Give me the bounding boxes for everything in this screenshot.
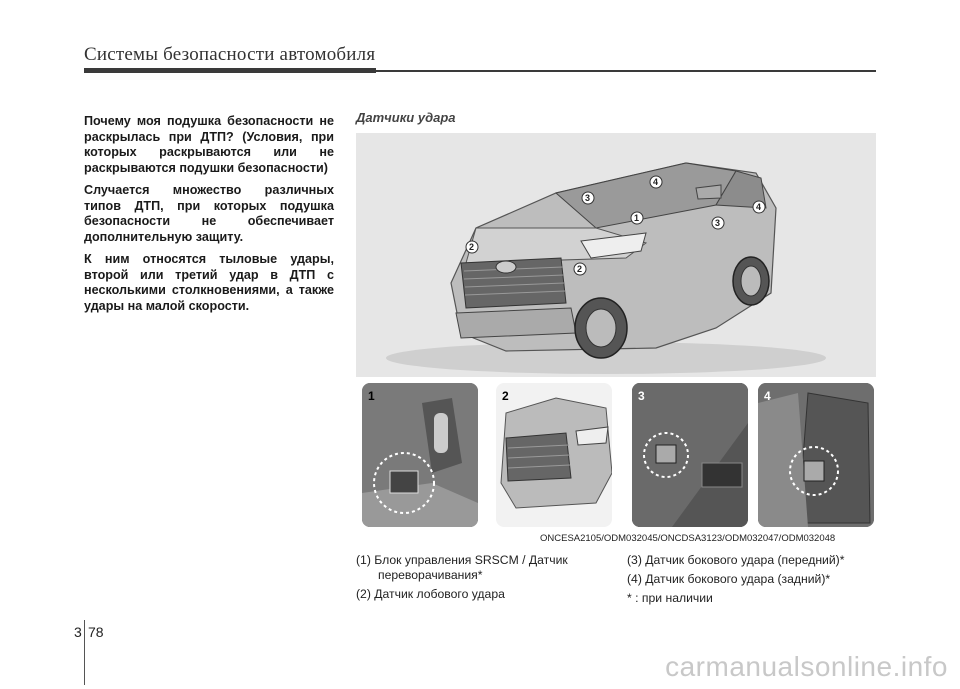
sensor-label-1: 1: [634, 213, 640, 223]
paragraph-examples: К ним относятся тыловые удары, второй или третий удар в ДТП с несколькими столкновениями, а также удары на малой скорости.: [84, 252, 334, 313]
inset-front-sensor: [496, 383, 612, 527]
inset-front-side-sensor: [632, 383, 748, 527]
watermark: carmanualsonline.info: [665, 651, 948, 682]
legend-item-4: (4) Датчик бокового удара (задний)*: [627, 572, 831, 586]
gear-console-illustration: [362, 383, 478, 527]
paragraph-accident-types: Случается множество различных типов ДТП, при которых подушка безопасности не обеспечивает дополнительную защиту.: [84, 183, 334, 244]
section-number: 3: [74, 624, 82, 640]
sensor-label-2a: 2: [469, 242, 475, 252]
inset-number-1: 1: [368, 389, 375, 403]
sensor-label-4b: 4: [756, 202, 762, 212]
car-front-illustration: [496, 383, 612, 527]
legend-item-1: (1) Блок управления SRSCM / Датчик: [356, 553, 568, 567]
inset-number-2: 2: [502, 389, 509, 403]
sensor-label-3b: 3: [715, 218, 721, 228]
page-number-divider: [84, 620, 85, 685]
header-rule-thick: [84, 68, 376, 73]
sensor-label-3a: 3: [585, 193, 591, 203]
suv-car-illustration: [356, 133, 876, 377]
front-door-illustration: [632, 383, 748, 527]
page-header-title: Системы безопасности автомобиля: [84, 44, 376, 65]
inset-rear-side-sensor: [758, 383, 874, 527]
inset-number-3: 3: [638, 389, 645, 403]
figure-title: Датчики удара: [356, 110, 456, 125]
legend-left: [356, 553, 616, 606]
sensor-label-4a: 4: [653, 177, 659, 187]
paragraph-question: Почему моя подушка безопасности не раскрылась при ДТП? (Условия, при которых раскрываются или не раскрываются подушки безопасности): [84, 114, 334, 175]
page-number: 78: [88, 624, 104, 640]
inset-number-4: 4: [764, 389, 771, 403]
left-text-column: [84, 114, 334, 321]
car-illustration-panel: [356, 133, 876, 377]
legend-item-3: (3) Датчик бокового удара (передний)*: [627, 553, 845, 567]
legend-item-1-cont: переворачивания*: [378, 568, 483, 582]
inset-srscm-unit: [362, 383, 478, 527]
header-rule-thin: [376, 70, 876, 72]
legend-item-2: (2) Датчик лобового удара: [356, 587, 505, 601]
legend-right: [627, 553, 887, 610]
figure-reference-codes: ONCESA2105/ODM032045/ONCDSA3123/ODM032047/ODM032048: [540, 533, 836, 544]
rear-seat-illustration: [758, 383, 874, 527]
legend-footnote: * : при наличии: [627, 591, 713, 605]
sensor-label-2b: 2: [577, 264, 583, 274]
